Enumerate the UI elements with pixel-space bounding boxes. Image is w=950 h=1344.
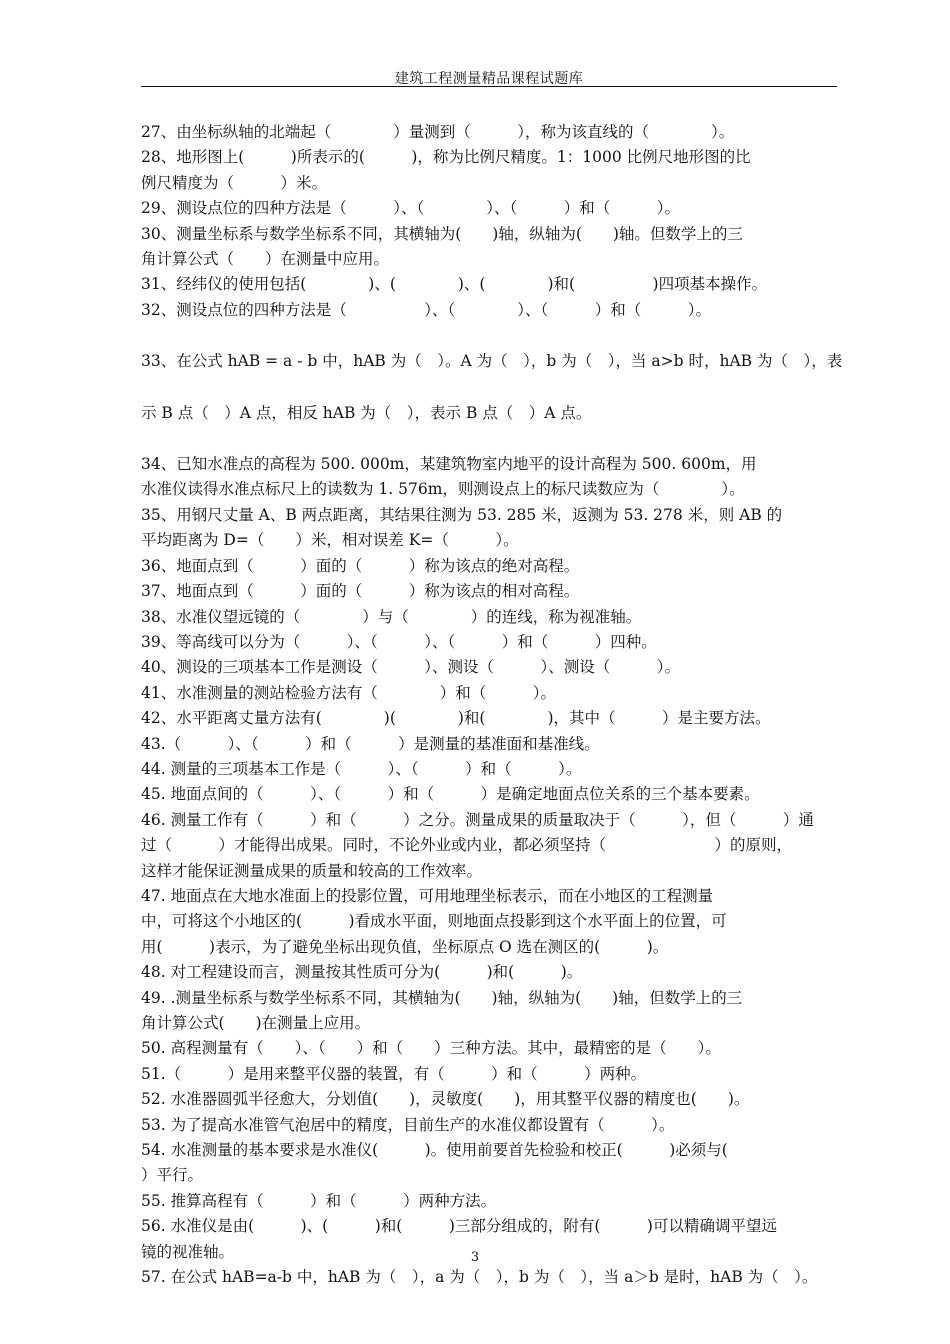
question-line: 48. 对工程建设而言，测量按其性质可分为( )和( )。 (141, 963, 583, 982)
question-line: 角计算公式( )在测量上应用。 (141, 1014, 371, 1032)
question-line: 49. .测量坐标系与数学坐标系不同，其横轴为( )轴，纵轴为( )轴，但数学上的三 (141, 988, 743, 1007)
question-line: 33、在公式 hAB = a - b 中，hAB 为（ ）。A 为（ ），b 为（ ），当 a>b 时，hAB 为（ ），表 (141, 352, 843, 371)
question-line: 47. 地面点在大地水准面上的投影位置，可用地理坐标表示，而在小地区的工程测量 (141, 886, 714, 905)
question-line: 平均距离为 D=（ ）米，相对误差 K=（ ）。 (141, 531, 519, 550)
question-line: 51.（ ）是用来整平仪器的装置，有（ ）和（ ）两种。 (141, 1064, 647, 1083)
question-line: 34、已知水准点的高程为 500. 000m，某建筑物室内地平的设计高程为 500. 600m，用 (141, 455, 757, 474)
question-line: 52. 水准器圆弧半径愈大，分划值( )，灵敏度( )，用其整平仪器的精度也( )。 (141, 1090, 750, 1109)
question-line: 46. 测量工作有（ ）和（ ）之分。测量成果的质量取决于（ ），但（ ）通 (141, 810, 814, 829)
question-line: 36、地面点到（ ）面的（ ）称为该点的绝对高程。 (141, 556, 580, 575)
page-header-title: 建筑工程测量精品课程试题库 (394, 71, 584, 87)
question-line: 45. 地面点间的（ ）、（ ）和（ ）是确定地面点位关系的三个基本要素。 (141, 785, 760, 804)
question-line: 35、用钢尺丈量 A、B 两点距离，其结果往测为 53. 285 米，返测为 53. 278 米，则 AB 的 (141, 505, 783, 524)
question-line: 示 B 点（ ）A 点，相反 hAB 为（ ），表示 B 点（ ）A 点。 (141, 403, 592, 422)
question-line: 32、测设点位的四种方法是（ ）、（ ）、（ ）和（ ）。 (141, 300, 711, 319)
header-divider (141, 86, 837, 87)
question-line: 31、经纬仪的使用包括( )、( )、( )和( )四项基本操作。 (141, 275, 768, 294)
page-number: 3 (470, 1250, 480, 1265)
question-line: 过（ ）才能得出成果。同时，不论外业或内业，都必须坚持（ ）的原则， (141, 836, 793, 855)
question-line: 38、水准仪望远镜的（ ）与（ ）的连线，称为视准轴。 (141, 607, 642, 626)
question-line: 水准仪读得水准点标尺上的读数为 1. 576m，则测设点上的标尺读数应为（ ）。 (141, 480, 745, 499)
question-line: 42、水平距离丈量方法有( )( )和( )，其中（ ）是主要方法。 (141, 709, 771, 728)
question-line: 镜的视准轴。 (141, 1242, 235, 1261)
question-line: 例尺精度为（ ）米。 (141, 173, 328, 192)
question-line: 中，可将这个小地区的( )看成水平面，则地面点投影到这个水平面上的位置，可 (141, 912, 727, 931)
question-line: 56. 水准仪是由( )、( )和( )三部分组成的，附有( )可以精确调平望远 (141, 1217, 777, 1236)
question-line: 37、地面点到（ ）面的（ ）称为该点的相对高程。 (141, 582, 580, 601)
question-line: 用( )表示，为了避免坐标出现负值，坐标原点 O 选在测区的( )。 (141, 937, 669, 956)
spacer (141, 375, 841, 401)
question-line: 50. 高程测量有（ ）、（ ）和（ ）三种方法。其中，最精密的是（ ）。 (141, 1039, 721, 1058)
question-line: 44. 测量的三项基本工作是（ ）、（ ）和（ ）。 (141, 759, 582, 778)
question-line: 53. 为了提高水准管气泡居中的精度，目前生产的水准仪都设置有（ ）。 (141, 1115, 675, 1134)
question-line: 54. 水准测量的基本要求是水准仪( )。使用前要首先检验和校正( )必须与( (141, 1141, 728, 1160)
question-line: 43.（ ）、（ ）和（ ）是测量的基准面和基准线。 (141, 734, 600, 753)
question-line: 28、地形图上( )所表示的( )，称为比例尺精度。1：1000 比例尺地形图的比 (141, 148, 751, 167)
spacer (141, 426, 841, 452)
question-line: 57. 在公式 hAB=a-b 中，hAB 为（ ），a 为（ ），b 为（ ），当 a＞b 是时，hAB 为（ ）。 (141, 1268, 818, 1287)
question-line: 角计算公式（ ）在测量中应用。 (141, 250, 390, 269)
question-line: 41、水准测量的测站检验方法有（ ）和（ ）。 (141, 683, 556, 702)
spacer (141, 323, 841, 349)
question-line: 27、由坐标纵轴的北端起（ ）量测到（ ），称为该直线的（ ）。 (141, 123, 735, 141)
question-line: 30、测量坐标系与数学坐标系不同，其横轴为( )轴，纵轴为( )轴。但数学上的三 (141, 224, 743, 243)
question-list (141, 120, 841, 1290)
question-line: ）平行。 (141, 1166, 204, 1185)
question-line: 29、测设点位的四种方法是（ ）、（ ）、（ ）和（ ）。 (141, 199, 680, 218)
question-line: 39、等高线可以分为（ ）、（ ）、（ ）和（ ）四种。 (141, 632, 657, 651)
question-line: 55. 推算高程有（ ）和（ ）两种方法。 (141, 1191, 497, 1210)
question-line: 这样才能保证测量成果的质量和较高的工作效率。 (141, 861, 483, 880)
question-line: 40、测设的三项基本工作是测设（ ）、测设（ ）、测设（ ）。 (141, 658, 680, 677)
